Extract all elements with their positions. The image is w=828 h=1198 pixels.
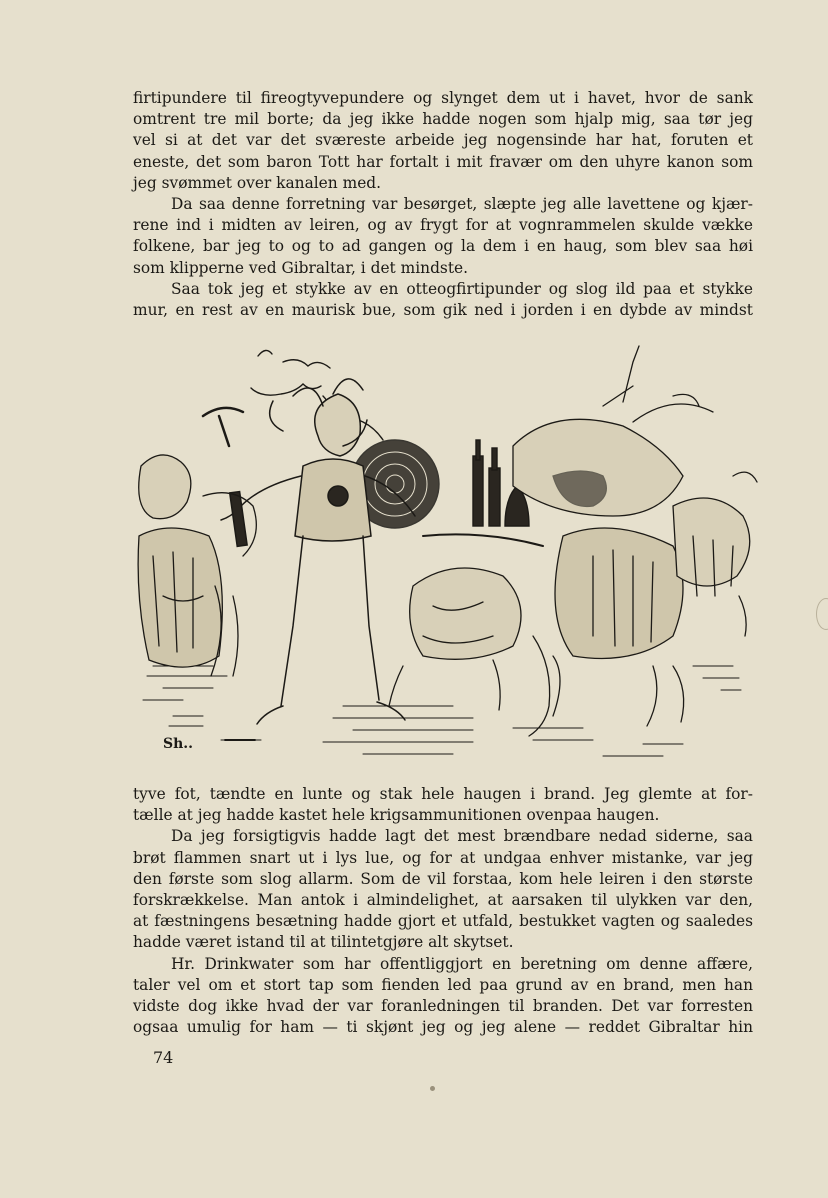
- text-line: eneste, det som baron Tott har fortalt i mit fravær om den uhyre kanon som: [133, 152, 753, 171]
- text-line: vel si at det var det sværeste arbeide jeg nogensinde har hat, foruten et: [133, 131, 753, 150]
- text-line: hadde været istand til at tilintetgjøre alt skytset.: [133, 933, 514, 952]
- text-line: ogsaa umulig for ham — ti skjønt jeg og jeg alene — reddet Gibraltar hin: [133, 1018, 753, 1037]
- binding-hole: [816, 598, 828, 630]
- text-line: Hr. Drinkwater som har offentliggjort en beretning om denne affære,: [171, 954, 753, 973]
- text-line: vidste dog ikke hvad der var foranledningen til branden. Det var forresten: [133, 997, 753, 1016]
- page-speck: [430, 1086, 435, 1091]
- text-line: jeg svømmet over kanalen med.: [133, 173, 382, 192]
- text-line: Saa tok jeg et stykke av en otteogfirtipunder og slog ild paa et stykke: [171, 279, 753, 298]
- text-line: brøt flammen snart ut i lys lue, og for at undgaa enhver mistanke, var jeg: [133, 848, 753, 867]
- text-line: omtrent tre mil borte; da jeg ikke hadde nogen som hjalp mig, saa tør jeg: [133, 110, 753, 129]
- artist-signature: Sh..: [163, 736, 194, 752]
- right-crowd: [389, 346, 757, 736]
- text-block-bottom: [133, 784, 753, 1038]
- text-line: mur, en rest av en maurisk bue, som gik ned i jorden i en dybde av mindst: [133, 301, 753, 320]
- text-line: firtipundere til fireogtyvepundere og slynget dem ut i havet, hvor de sank: [133, 89, 753, 107]
- text-line: Da jeg forsigtigvis hadde lagt det mest brændbare nedad siderne, saa: [171, 827, 753, 846]
- central-figure: [203, 379, 415, 724]
- text-line: folkene, bar jeg to og to ad gangen og la dem i en haug, som blev saa høi: [133, 237, 753, 256]
- text-line: rene ind i midten av leiren, og av frygt for at vognrammelen skulde vække: [133, 216, 753, 235]
- text-line: at fæstningens besætning hadde gjort et utfald, bestukket vagten og saaledes: [133, 912, 753, 931]
- text-line: tælle at jeg hadde kastet hele krigsammunitionen ovenpaa haugen.: [133, 806, 660, 825]
- ground-hatching: [143, 666, 741, 756]
- text-line: taler vel om et stort tap som fienden led paa grund av en brand, men han: [133, 975, 753, 994]
- engraving-illustration: [133, 336, 759, 768]
- text-line: Da saa denne forretning var besørget, slæpte jeg alle lavettene og kjær-: [171, 195, 753, 214]
- text-line: forskrækkelse. Man antok i almindelighet, at aarsaken til ulykken var den,: [133, 891, 753, 910]
- text-line: som klipperne ved Gibraltar, i det mindste.: [133, 258, 469, 277]
- text-block-top: [133, 88, 753, 321]
- page-number: 74: [153, 1048, 174, 1067]
- left-crowd: [138, 455, 256, 676]
- text-line: tyve fot, tændte en lunte og stak hele haugen i brand. Jeg glemte at for-: [133, 785, 753, 803]
- table-edge: [423, 534, 543, 546]
- text-line: den første som slog allarm. Som de vil forstaa, kom hele leiren i den største: [133, 869, 753, 888]
